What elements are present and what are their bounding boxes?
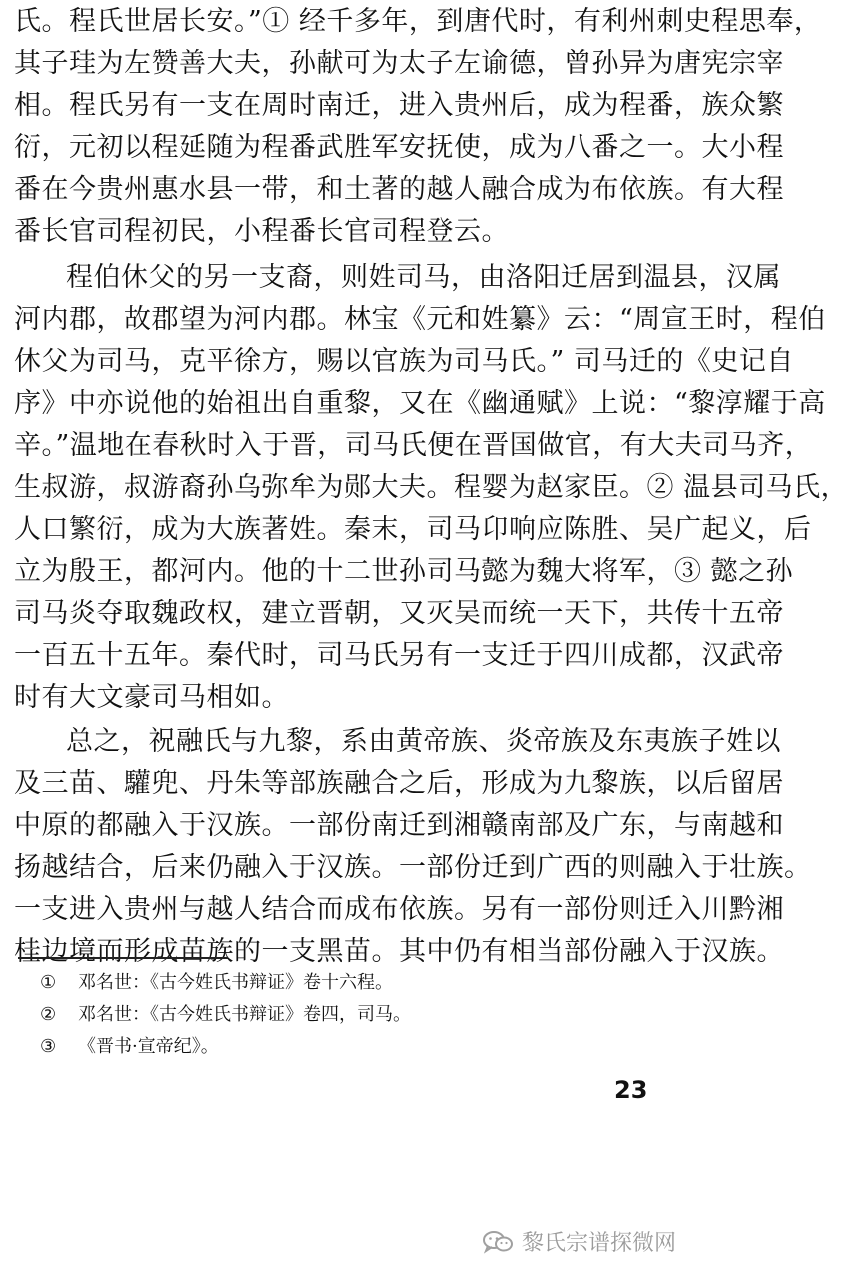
- text-line: 河内郡，故郡望为河内郡。林宝《元和姓纂》云：“周宣王时，程伯: [14, 304, 826, 335]
- footnote-number: ①: [40, 972, 57, 993]
- text-line: 立为殷王，都河内。他的十二世孙司马懿为魏大将军，③ 懿之孙: [14, 556, 794, 587]
- text-line: 番长官司程初民，小程番长官司程登云。: [14, 216, 509, 247]
- watermark: [482, 1226, 676, 1257]
- text-line: 其子珪为左赞善大夫，孙献可为太子左谕德，曾孙异为唐宪宗宰: [14, 48, 784, 79]
- text-line: 桂边境而形成苗族的一支黑苗。其中仍有相当部份融入于汉族。: [14, 936, 784, 967]
- text-line: 氏。程氏世居长安。”① 经千多年，到唐代时，有利州刺史程思奉，: [14, 6, 822, 37]
- text-line: 中原的都融入于汉族。一部份南迁到湘赣南部及广东，与南越和: [14, 810, 784, 841]
- footnote-number: ②: [40, 1004, 57, 1025]
- footnote: [40, 1002, 411, 1028]
- page-number: 23: [614, 1076, 648, 1104]
- text-line: 程伯休父的另一支裔，则姓司马，由洛阳迁居到温县，汉属: [66, 262, 781, 293]
- text-line: 相。程氏另有一支在周时南迁，进入贵州后，成为程番，族众繁: [14, 90, 784, 121]
- text-line: 休父为司马，克平徐方，赐以官族为司马氏。” 司马迁的《史记自: [14, 346, 794, 377]
- footnote-number: ③: [40, 1036, 57, 1057]
- footnote: [40, 1034, 219, 1060]
- text-line: 总之，祝融氏与九黎，系由黄帝族、炎帝族及东夷族子姓以: [66, 726, 781, 757]
- text-line: 人口繁衍，成为大族著姓。秦末，司马卬响应陈胜、吴广起义，后: [14, 514, 812, 545]
- footnote-text: 邓名世：《古今姓氏书辩证》卷十六程。: [78, 972, 393, 993]
- text-line: 时有大文豪司马相如。: [14, 682, 289, 713]
- text-line: 及三苗、驩兜、丹朱等部族融合之后，形成为九黎族，以后留居: [14, 768, 784, 799]
- text-line: 生叔游，叔游裔孙乌弥牟为郧大夫。程婴为赵家臣。② 温县司马氏，: [14, 472, 848, 503]
- watermark-text: 黎氏宗谱探微网: [522, 1231, 677, 1256]
- text-line: 扬越结合，后来仍融入于汉族。一部份迁到广西的则融入于壮族。: [14, 852, 812, 883]
- footnote: [40, 970, 393, 996]
- footnote-divider: [18, 957, 228, 959]
- wechat-icon: [482, 1229, 514, 1255]
- text-line: 番在今贵州惠水县一带，和土著的越人融合成为布依族。有大程: [14, 174, 784, 205]
- footnote-text: 邓名世：《古今姓氏书辩证》卷四，司马。: [78, 1004, 411, 1025]
- text-line: 一支进入贵州与越人结合而成布依族。另有一部份则迁入川黔湘: [14, 894, 784, 925]
- text-line: 衍，元初以程延随为程番武胜军安抚使，成为八番之一。大小程: [14, 132, 784, 163]
- text-line: 司马炎夺取魏政权，建立晋朝，又灭吴而统一天下，共传十五帝: [14, 598, 784, 629]
- text-line: 序》中亦说他的始祖出自重黎，又在《幽通赋》上说：“黎淳耀于高: [14, 388, 826, 419]
- text-line: 一百五十五年。秦代时，司马氏另有一支迁于四川成都，汉武帝: [14, 640, 784, 671]
- text-line: 辛。”温地在春秋时入于晋，司马氏便在晋国做官，有大夫司马齐，: [14, 430, 813, 461]
- footnote-text: 《晋书·宣帝纪》。: [78, 1036, 219, 1057]
